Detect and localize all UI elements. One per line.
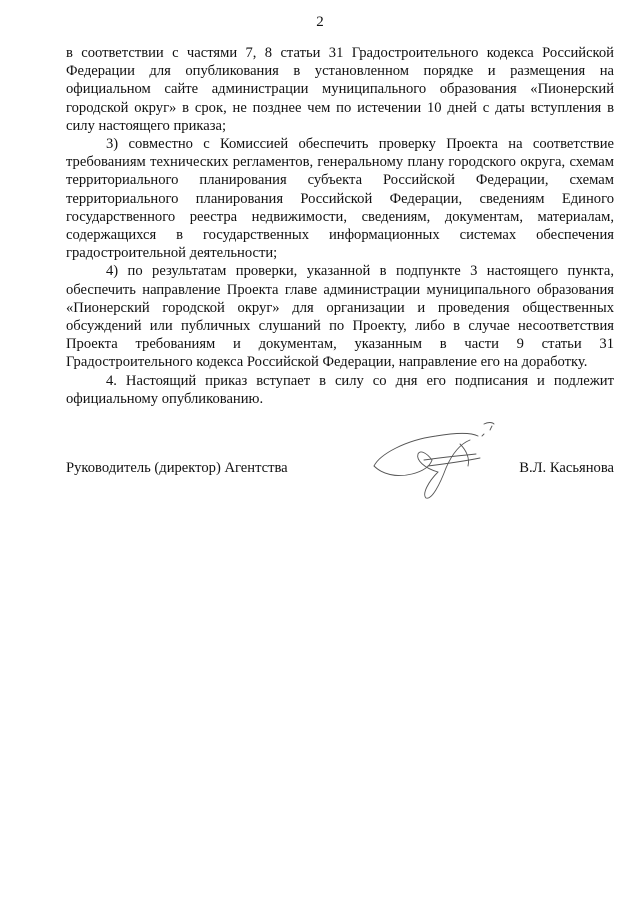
signature-block [66,452,614,512]
signer-title: Руководитель (директор) Агентства [66,460,288,476]
signer-name: В.Л. Касьянова [519,460,614,476]
document-body [66,44,614,408]
paragraph-continuation: в соответствии с частями 7, 8 статьи 31 Градостроительного кодекса Российской Федерации для опубликования в установленном порядке и размещения на официальном сайте администрации муниципального образования «Пионерский городской округ» в срок, не позднее чем по истечении 10 дней с даты вступления в силу настоящего приказа; [66,45,614,134]
paragraph-item-4: 4) по результатам проверки, указанной в подпункте 3 настоящего пункта, обеспечить направление Проекта главе администрации муниципального образования «Пионерский городской округ» для организации и проведения общественных обсуждений или публичных слушаний по Проекту, либо в случае несоответствия Проекта требованиям и документам, указанным в части 9 статьи 31 Градостроительного кодекса Российской Федерации, направление его на доработку. [66,263,614,371]
page-number: 2 [316,14,324,30]
handwritten-signature [366,414,516,504]
paragraph-clause-4: 4. Настоящий приказ вступает в силу со дня его подписания и подлежит официальному опубликованию. [66,372,614,407]
paragraph-item-3: 3) совместно с Комиссией обеспечить проверку Проекта на соответствие требованиям технических регламентов, генеральному плану городского округа, схемам территориального планирования субъекта Российской Федерации, схемам территориального планирования Российской Федерации, сведениям Единого государственного реестра недвижимости, сведениям, документам, материалам, содержащихся в государственных информационных системах обеспечения градостроительной деятельности; [66,136,614,262]
